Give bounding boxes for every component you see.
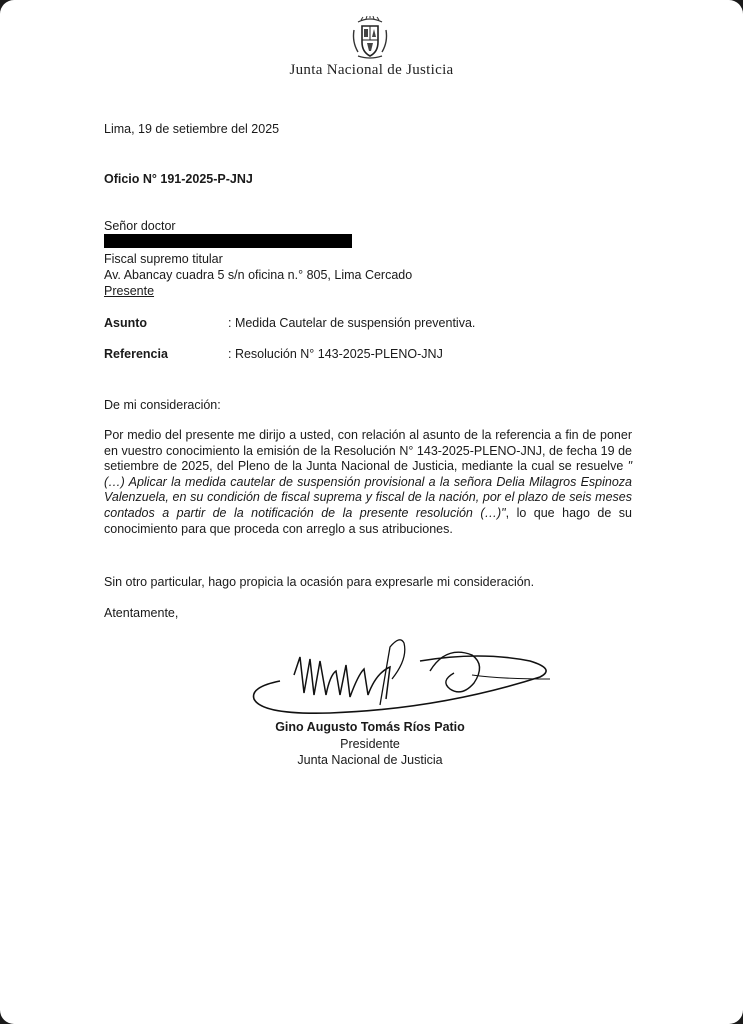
recipient-title: Fiscal supremo titular [104, 252, 223, 266]
signatory-role: Presidente [340, 737, 400, 751]
farewell: Atentamente, [104, 606, 179, 620]
recipient-address: Av. Abancay cuadra 5 s/n oficina n.° 805, Lima Cercado [104, 268, 413, 282]
body-intro: Por medio del presente me dirijo a usted, con relación al asunto de la referencia a fin de poner en vuestro conocimiento la emisión de la Resolución N° 143-2025-PLENO-JNJ, de fecha 19 de setiembre de 2025, del Pleno de la Junta Nacional de Justicia, mediante la cual se resuelve [104, 428, 632, 474]
referencia-value: : Resolución N° 143-2025-PLENO-JNJ [228, 347, 443, 361]
closing-paragraph: Sin otro particular, hago propicia la ocasión para expresarle mi consideración. [104, 575, 535, 589]
referencia-label: Referencia [104, 347, 168, 361]
presente-label: Presente [104, 284, 155, 298]
redacted-name-bar [104, 234, 352, 248]
signature-image [240, 615, 560, 730]
oficio-number: Oficio N° 191-2025-P-JNJ [104, 172, 253, 186]
salutation: Señor doctor [104, 219, 176, 233]
asunto-value: : Medida Cautelar de suspensión preventiva. [228, 316, 476, 330]
signatory-name: Gino Augusto Tomás Ríos Patio [275, 720, 465, 734]
body-quote: "(…) Aplicar la medida cautelar de suspensión provisional a la señora Delia Milagros Espinoza Valenzuela, en su condición de fiscal suprema y fiscal de la nación, por el plazo de seis meses contados a partir de la notificación de la presente resolución (…)" [104, 459, 632, 520]
signatory-organization: Junta Nacional de Justicia [297, 753, 443, 767]
body-paragraph [104, 428, 632, 537]
asunto-label: Asunto [104, 316, 148, 330]
peru-coat-of-arms-icon [350, 16, 390, 60]
institution-name: Junta Nacional de Justicia [289, 62, 454, 78]
place-date: Lima, 19 de setiembre del 2025 [104, 122, 280, 136]
greeting: De mi consideración: [104, 398, 221, 412]
body-end: , lo que hago de su conocimiento para que proceda con arreglo a sus atribuciones. [104, 505, 632, 536]
